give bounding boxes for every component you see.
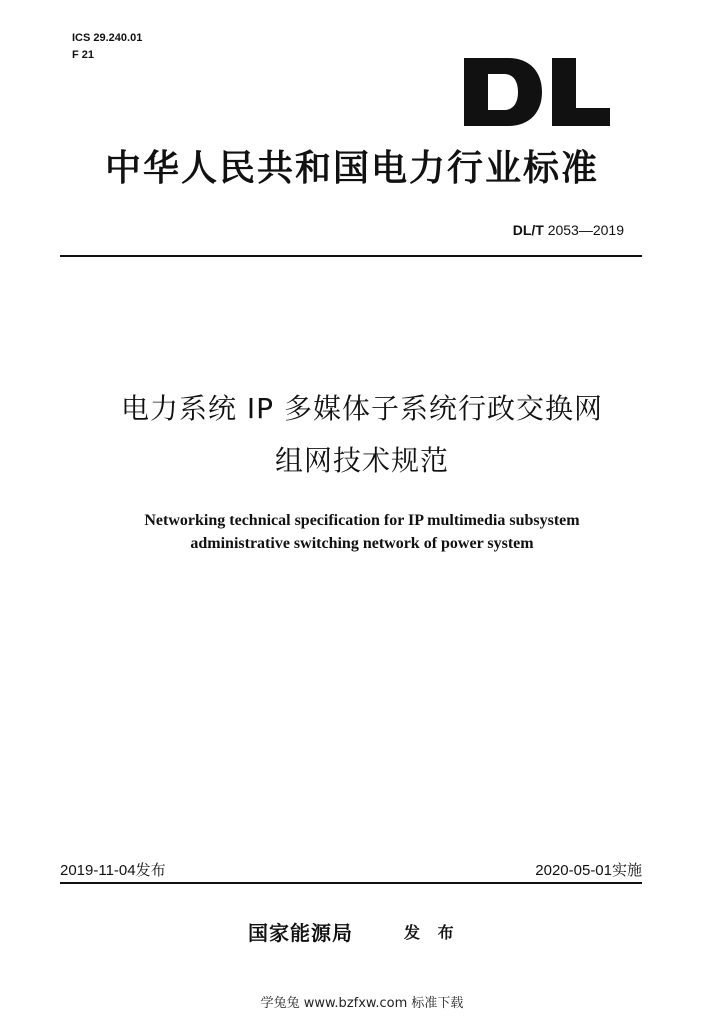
standard-number: 2053—2019 bbox=[547, 222, 624, 238]
publish-label: 发 布 bbox=[404, 923, 460, 942]
dl-logo bbox=[462, 56, 612, 128]
bottom-divider bbox=[60, 882, 642, 884]
classification-codes bbox=[72, 30, 142, 64]
top-divider bbox=[60, 255, 642, 257]
standard-prefix: DL/T bbox=[512, 222, 544, 238]
organization-title: 中华人民共和国电力行业标准 bbox=[104, 147, 599, 189]
ics-code: ICS 29.240.01 bbox=[72, 32, 143, 44]
publisher-name: 国家能源局 bbox=[248, 921, 353, 945]
implementation-date: 2020-05-01实施 bbox=[535, 862, 642, 879]
english-title-line-2: administrative switching network of power system bbox=[190, 535, 534, 552]
chinese-title-line-1: 电力系统 IP 多媒体子系统行政交换网 bbox=[121, 392, 603, 425]
dl-logo-letter-l bbox=[552, 58, 610, 126]
dl-logo-letter-d bbox=[464, 58, 542, 126]
watermark: 学兔兔 www.bzfxw.com 标准下载 bbox=[260, 996, 464, 1011]
english-title-line-1: Networking technical specification for IP multimedia subsystem bbox=[144, 512, 580, 529]
ccs-code: F 21 bbox=[72, 49, 95, 61]
chinese-title-line-2: 组网技术规范 bbox=[274, 444, 449, 477]
issue-date: 2019-11-04发布 bbox=[60, 862, 166, 879]
standard-code bbox=[513, 222, 624, 238]
